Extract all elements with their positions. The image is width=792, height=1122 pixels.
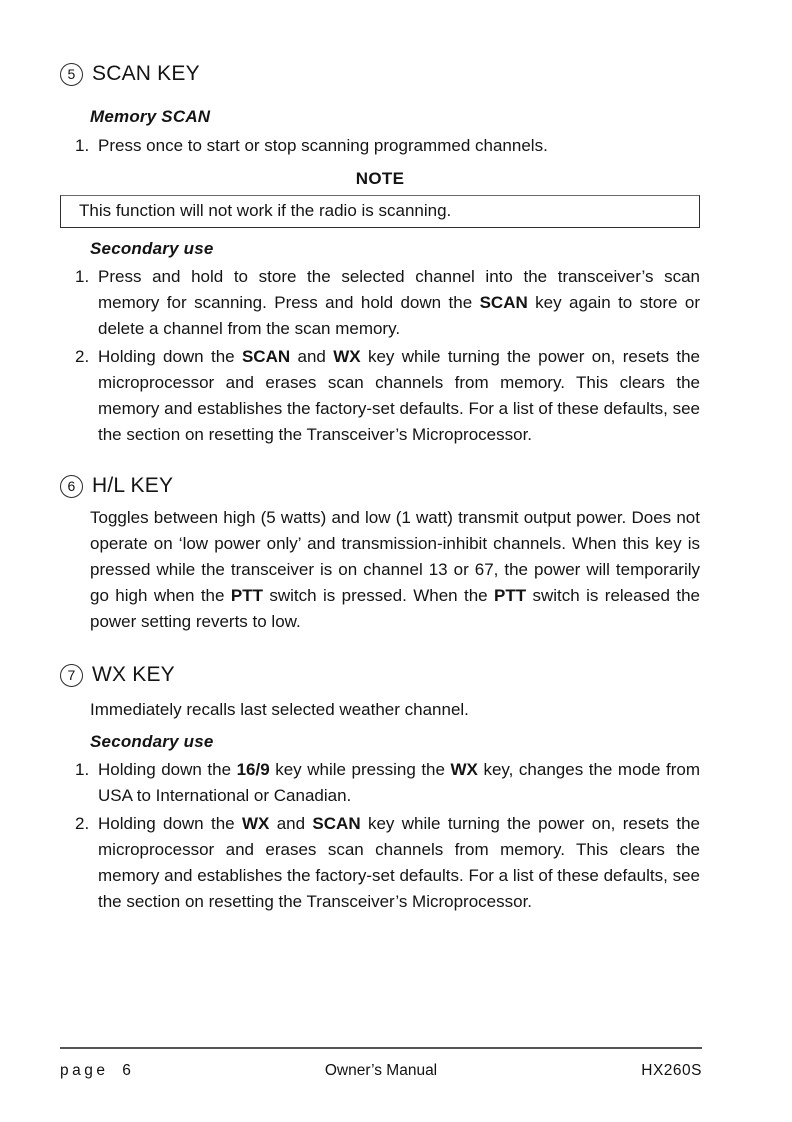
hl-key-paragraph: Toggles between high (5 watts) and low (1 watt) transmit output power. Does not operate on ‘low power only’ and transmission-inhibit channels. When this key is pressed while the transceiver is on channel 13 or 67, the power will temporarily go high when the PTT switch is pressed. When the PTT switch is released the power setting reverts to low. bbox=[90, 508, 701, 631]
circled-number-6: 6 bbox=[60, 475, 83, 498]
list-item-text: Holding down the 16/9 key while pressing the WX key, changes the mode from USA to International or Canadian. bbox=[98, 760, 701, 805]
circled-number-5: 5 bbox=[60, 63, 83, 86]
footer-divider bbox=[60, 1047, 702, 1049]
section-title: SCAN KEY bbox=[92, 62, 200, 85]
list-item-text: Press once to start or stop scanning programmed channels. bbox=[98, 136, 548, 155]
section-scan-key-heading bbox=[60, 60, 700, 88]
list-item-number: 1. bbox=[75, 136, 90, 155]
section-title: H/L KEY bbox=[92, 474, 174, 497]
section-hl-key-heading bbox=[60, 472, 700, 500]
list-item-number: 1. bbox=[75, 760, 90, 779]
note-text: This function will not work if the radio is scanning. bbox=[79, 201, 452, 220]
list-item-number: 1. bbox=[75, 267, 90, 286]
list-item bbox=[75, 811, 700, 915]
note-heading: NOTE bbox=[355, 169, 405, 188]
page-content bbox=[60, 0, 700, 915]
secondary-use-subheading: Secondary use bbox=[90, 732, 214, 751]
memory-scan-subheading: Memory SCAN bbox=[90, 107, 211, 126]
list-item-number: 2. bbox=[75, 347, 90, 366]
list-item-text: Press and hold to store the selected channel into the transceiver’s scan memory for scanning. Press and hold down the SCAN key again to store or delete a channel from the scan memory. bbox=[98, 267, 700, 338]
page-footer bbox=[60, 1059, 702, 1083]
note-box bbox=[60, 195, 700, 228]
circled-number-7: 7 bbox=[60, 664, 83, 687]
wx-key-intro: Immediately recalls last selected weather channel. bbox=[90, 700, 469, 719]
list-item-text: Holding down the SCAN and WX key while turning the power on, resets the microprocessor and erases scan channels from memory. This clears the memory and establishes the factory-set defaults. For a list of these defaults, see the section on resetting the Transceiver’s Microprocessor. bbox=[98, 347, 701, 444]
footer-model-number: HX260S bbox=[641, 1062, 702, 1079]
list-item bbox=[75, 344, 700, 448]
section-title: WX KEY bbox=[92, 663, 175, 686]
list-item-number: 2. bbox=[75, 814, 90, 833]
footer-manual-title: Owner’s Manual bbox=[324, 1062, 438, 1079]
section-wx-key-heading bbox=[60, 661, 700, 689]
secondary-use-subheading: Secondary use bbox=[90, 239, 214, 258]
list-item bbox=[75, 133, 700, 159]
footer-page-number: page 6 bbox=[60, 1062, 135, 1079]
list-item bbox=[75, 264, 700, 342]
list-item-text: Holding down the WX and SCAN key while turning the power on, resets the microprocessor and erases scan channels from memory. This clears the memory and establishes the factory-set defaults. For a list of these defaults, see the section on resetting the Transceiver’s Microprocessor. bbox=[98, 814, 701, 911]
list-item bbox=[75, 757, 700, 809]
